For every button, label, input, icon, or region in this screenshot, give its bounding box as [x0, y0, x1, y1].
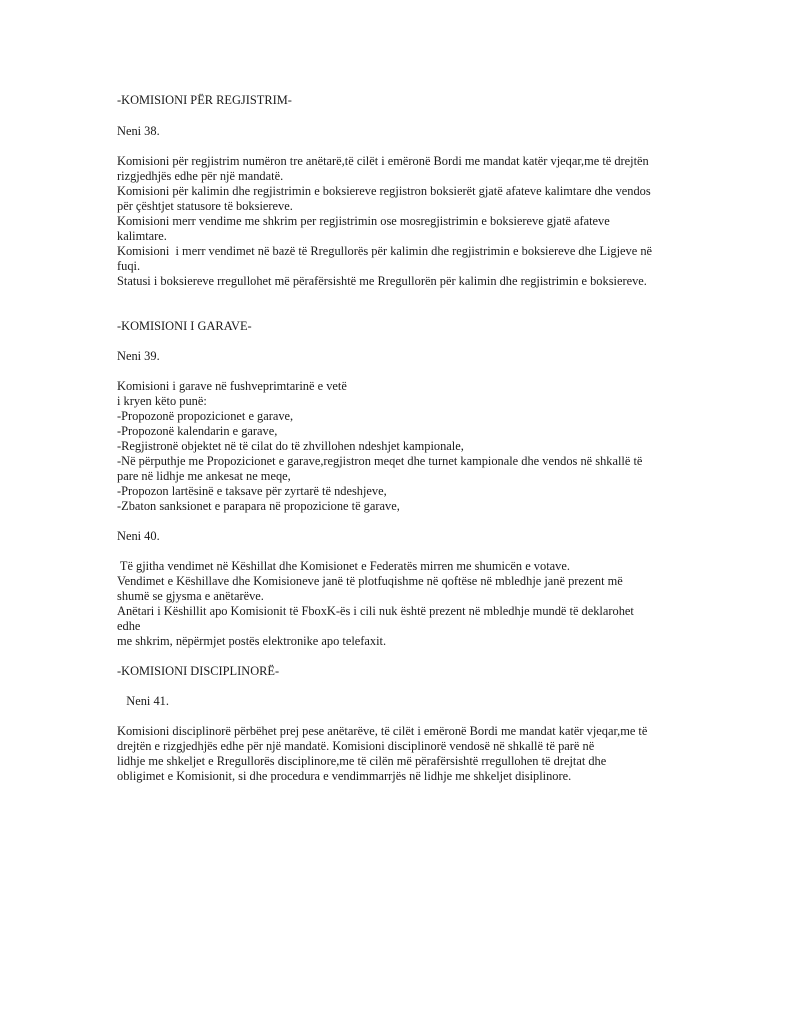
article-40-line: Vendimet e Këshillave dhe Komisioneve janë të plotfuqishme në qoftëse në mbledhje janë prezent më: [117, 574, 623, 588]
article-39-line: Komisioni i garave në fushveprimtarinë e vetë: [117, 379, 347, 393]
article-38-line: Komisioni merr vendime me shkrim per regjistrimin ose mosregjistrimin e boksiereve gjatë afateve: [117, 214, 610, 228]
article-39-line: pare në lidhje me ankesat ne meqe,: [117, 469, 291, 483]
article-41-line: drejtën e rizgjedhjës edhe për një mandatë. Komisioni disciplinorë vendosë në shkallë të parë në: [117, 739, 595, 753]
article-39-line: -Në përputhje me Propozicionet e garave,regjistron meqet dhe turnet kampionale dhe vendos në shkallë të: [117, 454, 643, 468]
article-41-line: obligimet e Komisionit, si dhe procedura e vendimmarrjës në lidhje me shkeljet disiplinore.: [117, 769, 572, 783]
article-40-line: Anëtari i Këshillit apo Komisionit të FboxK-ës i cili nuk është prezent në mbledhje mundë të deklarohet: [117, 604, 634, 618]
article-title-41: Neni 41.: [117, 694, 169, 708]
article-38-line: Komisioni për kalimin dhe regjistrimin e boksiereve regjistron boksierët gjatë afateve kalimtare dhe vendos: [117, 184, 651, 198]
article-40-line: me shkrim, nëpërmjet postës elektronike apo telefaxit.: [117, 634, 387, 648]
article-title-38: Neni 38.: [117, 124, 160, 138]
article-39-line: -Regjistronë objektet në të cilat do të zhvillohen ndeshjet kampionale,: [117, 439, 464, 453]
article-41-line: lidhje me shkeljet e Rregullorës disciplinore,me të cilën më përafërsishtë rregullohen të drejtat dhe: [117, 754, 607, 768]
article-40-line: shumë se gjysma e anëtarëve.: [117, 589, 264, 603]
article-40-line: Të gjitha vendimet në Këshillat dhe Komisionet e Federatës mirren me shumicën e votave.: [117, 559, 570, 573]
article-39-line: -Propozonë propozicionet e garave,: [117, 409, 294, 423]
article-38-line: rizgjedhjës edhe për një mandatë.: [117, 169, 284, 183]
article-38-line: kalimtare.: [117, 229, 167, 243]
article-40-line: edhe: [117, 619, 141, 633]
article-38-line: për çështjet statusore të boksiereve.: [117, 199, 293, 213]
article-39-line: -Zbaton sanksionet e parapara në propozicione të garave,: [117, 499, 400, 513]
article-39-line: -Propozon lartësinë e taksave për zyrtarë të ndeshjeve,: [117, 484, 387, 498]
article-title-39: Neni 39.: [117, 349, 160, 363]
section-heading-disciplinore: -KOMISIONI DISCIPLINORË-: [117, 664, 280, 678]
article-38-line: Statusi i boksiereve rregullohet më përafërsishtë me Rregullorën për kalimin dhe regjistrimin e boksiereve.: [117, 274, 647, 288]
article-39-line: i kryen këto punë:: [117, 394, 207, 408]
article-39-line: -Propozonë kalendarin e garave,: [117, 424, 278, 438]
article-title-40: Neni 40.: [117, 529, 160, 543]
article-38-line: fuqi.: [117, 259, 141, 273]
article-38-line: Komisioni i merr vendimet në bazë të Rregullorës për kalimin dhe regjistrimin e boksiereve dhe Ligjeve në: [117, 244, 653, 258]
article-38-line: Komisioni për regjistrim numëron tre anëtarë,të cilët i emëronë Bordi me mandat katër vjeqar,me të drejtën: [117, 154, 649, 168]
section-heading-regjistrim: -KOMISIONI PËR REGJISTRIM-: [117, 93, 292, 107]
section-heading-garave: -KOMISIONI I GARAVE-: [117, 319, 252, 333]
article-41-line: Komisioni disciplinorë përbëhet prej pese anëtarëve, të cilët i emëronë Bordi me mandat katër vjeqar,me të: [117, 724, 648, 738]
